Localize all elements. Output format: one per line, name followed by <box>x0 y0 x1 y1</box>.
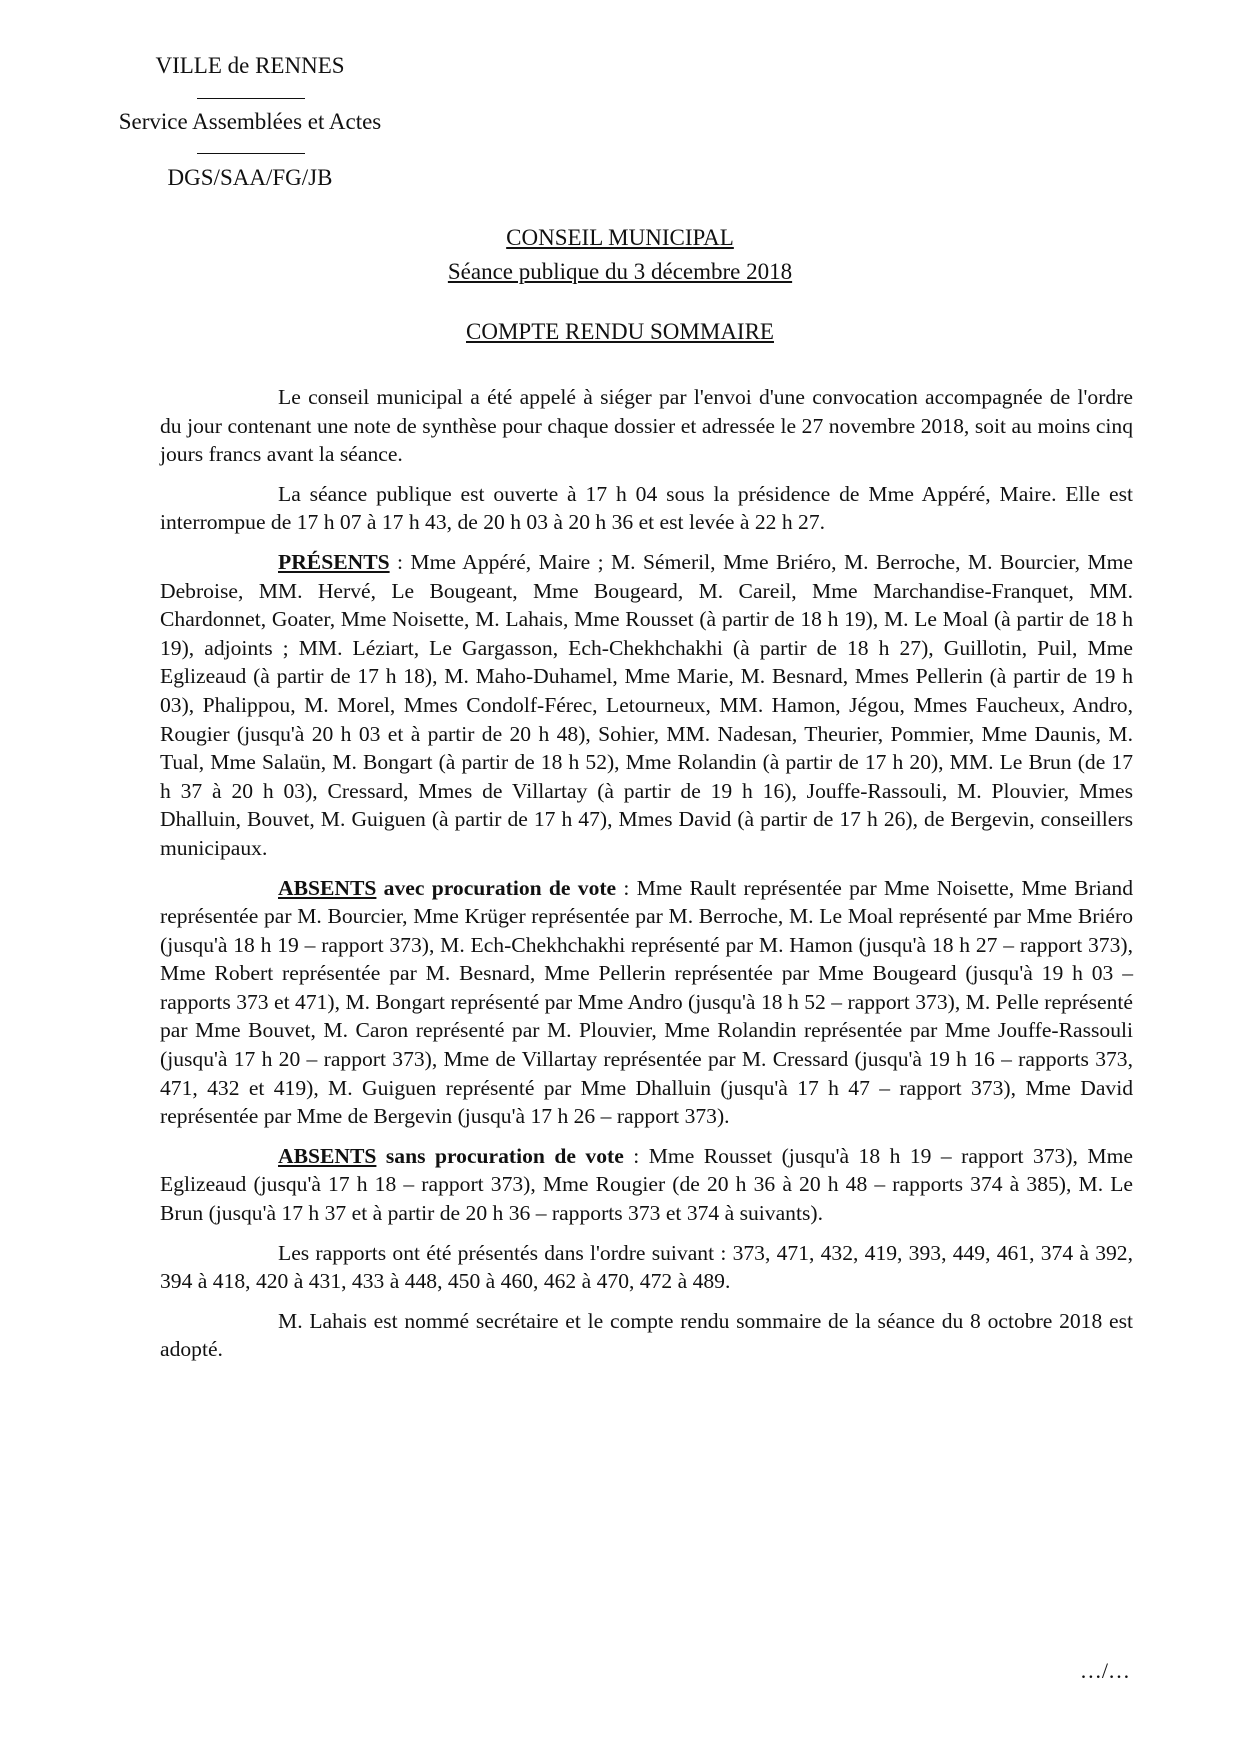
opening-paragraph: La séance publique est ouverte à 17 h 04 sous la présidence de Mme Appéré, Maire. Elle est interrompue de 17 h 07 à 17 h 43, de 20 h 03 à 20 h 36 et est levée à 22 h 27. <box>160 481 1133 535</box>
continuation-mark: …/… <box>1079 1658 1130 1683</box>
absents-label: ABSENTS <box>278 1143 377 1168</box>
absents-proxy-label: avec procuration de vote <box>376 875 617 900</box>
absents-noproxy-label: sans procuration de vote <box>376 1143 624 1168</box>
reference-code: DGS/SAA/FG/JB <box>167 165 333 190</box>
absents-noproxy-paragraph <box>160 1142 1133 1228</box>
absents-proxy-list: : Mme Rault représentée par Mme Noisette, Mme Briand représentée par M. Bourcier, Mme Krüger représentée par M. Berroche, M. Le Moal représenté par Mme Briéro (jusqu'à 18 h 19 – rapport 373), M. Ech-Chekhchakhi représenté par M. Hamon (jusqu'à 18 h 27 – rapport 373), Mme Robert représentée par M. Besnard, Mme Pellerin représentée par Mme Bougeard (jusqu'à 19 h 03 – rapports 373 et 471), M. Bongart représenté par Mme Andro (jusqu'à 18 h 52 – rapport 373), M. Pelle représenté par Mme Bouvet, M. Caron représenté par M. Plouvier, Mme Rolandin représentée par Mme Jouffe-Rassouli (jusqu'à 17 h 20 – rapport 373), Mme de Villartay représentée par M. Cressard (jusqu'à 19 h 16 – rapports 373, 471, 432 et 419), M. Guiguen représenté par Mme Dhalluin (jusqu'à 17 h 47 – rapport 373), Mme David représentée par Mme de Bergevin (jusqu'à 17 h 26 – rapport 373). <box>160 875 1133 1129</box>
convocation-paragraph: Le conseil municipal a été appelé à siéger par l'envoi d'une convocation accompagnée de l'ordre du jour contenant une note de synthèse pour chaque dossier et adressée le 27 novembre 2018, soit au moins cinq jours francs avant la séance. <box>160 385 1133 467</box>
presents-paragraph <box>160 548 1133 863</box>
presents-label: PRÉSENTS <box>278 549 390 574</box>
absents-noproxy-list: : Mme Rousset (jusqu'à 18 h 19 – rapport 373), Mme Eglizeaud (jusqu'à 17 h 18 – rapport 373), Mme Rougier (de 20 h 36 à 20 h 48 – rapports 374 à 385), M. Le Brun (jusqu'à 17 h 37 et à partir de 20 h 36 – rapports 373 et 374 à suivants). <box>160 1143 1133 1226</box>
presents-list: : Mme Appéré, Maire ; M. Sémeril, Mme Briéro, M. Berroche, M. Bourcier, Mme Debroise, MM. Hervé, Le Bougeant, Mme Bougeard, M. Careil, Mme Marchandise-Franquet, MM. Chardonnet, Goater, Mme Noisette, M. Lahais, Mme Rousset (à partir de 18 h 19), M. Le Moal (à partir de 18 h 19), adjoints ; MM. Léziart, Le Gargasson, Ech-Chekhchakhi (à partir de 18 h 27), Guillotin, Puil, Mme Eglizeaud (à partir de 17 h 18), M. Maho-Duhamel, Mme Marie, M. Besnard, Mmes Pellerin (à partir de 19 h 03), Phalippou, M. Morel, Mmes Condolf-Férec, Letourneux, MM. Hamon, Jégou, Mmes Faucheux, Andro, Rougier (jusqu'à 20 h 03 et à partir de 20 h 48), Sohier, MM. Nadesan, Theurier, Pommier, Mme Daunis, M. Tual, Mme Salaün, M. Bongart (à partir de 18 h 52), Mme Rolandin (à partir de 17 h 20), MM. Le Brun (de 17 h 37 à 20 h 03), Cressard, Mmes de Villartay (à partir de 19 h 16), Jouffe-Rassouli, M. Plouvier, Mmes Dhalluin, Bouvet, M. Guiguen (à partir de 17 h 47), Mmes David (à partir de 17 h 26), de Bergevin, conseillers municipaux. <box>160 549 1133 860</box>
city-name: VILLE de RENNES <box>155 53 345 78</box>
report-title: COMPTE RENDU SOMMAIRE <box>466 319 774 344</box>
order-paragraph: Les rapports ont été présentés dans l'ordre suivant : 373, 471, 432, 419, 393, 449, 461, 374 à 392, 394 à 418, 420 à 431, 433 à 448, 450 à 460, 462 à 470, 472 à 489. <box>160 1240 1133 1294</box>
service-name: Service Assemblées et Actes <box>118 109 382 134</box>
absents-proxy-paragraph <box>160 874 1133 1131</box>
header-divider <box>197 153 305 154</box>
absents-label: ABSENTS <box>278 875 377 900</box>
session-title: Séance publique du 3 décembre 2018 <box>447 259 793 284</box>
council-title: CONSEIL MUNICIPAL <box>506 225 734 250</box>
secretary-paragraph: M. Lahais est nommé secrétaire et le compte rendu sommaire de la séance du 8 octobre 2018 est adopté. <box>160 1308 1133 1362</box>
header-divider <box>197 98 305 99</box>
document-body <box>160 383 1133 1375</box>
